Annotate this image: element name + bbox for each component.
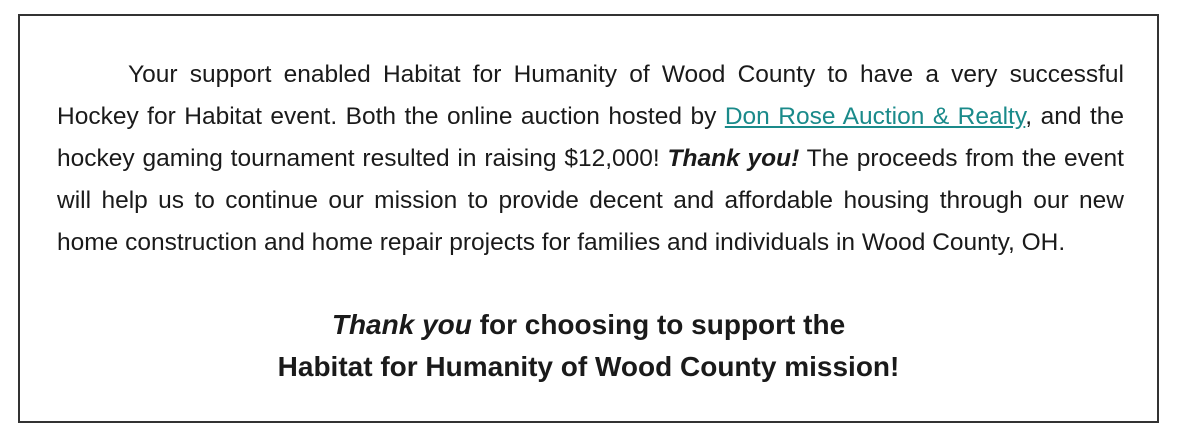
closing-line-1-rest: for choosing to support the: [471, 309, 846, 340]
closing-emphasis: Thank you: [331, 309, 472, 340]
thanks-emphasis: Thank you!: [667, 145, 800, 172]
closing-line-1: [20, 304, 1157, 346]
message-box: [18, 14, 1159, 423]
thank-you-paragraph: [57, 54, 1124, 264]
auction-link[interactable]: Don Rose Auction & Realty: [724, 103, 1026, 130]
closing-message: [20, 304, 1157, 388]
after-link-text: , and the hockey gaming tournament resulted in raising $12,000!: [57, 103, 1125, 172]
closing-line-2: Habitat for Humanity of Wood County mission!: [277, 351, 900, 382]
body-text: The proceeds from the event will help us to continue our mission to provide decent and affordable housing through our new home construction and home repair projects for families and individuals in Wood County, OH.: [57, 145, 1124, 256]
intro-text: Your support enabled Habitat for Humanity of Wood County to have a very successful Hockey for Habitat event. Both the online auction hosted by: [57, 61, 1124, 130]
